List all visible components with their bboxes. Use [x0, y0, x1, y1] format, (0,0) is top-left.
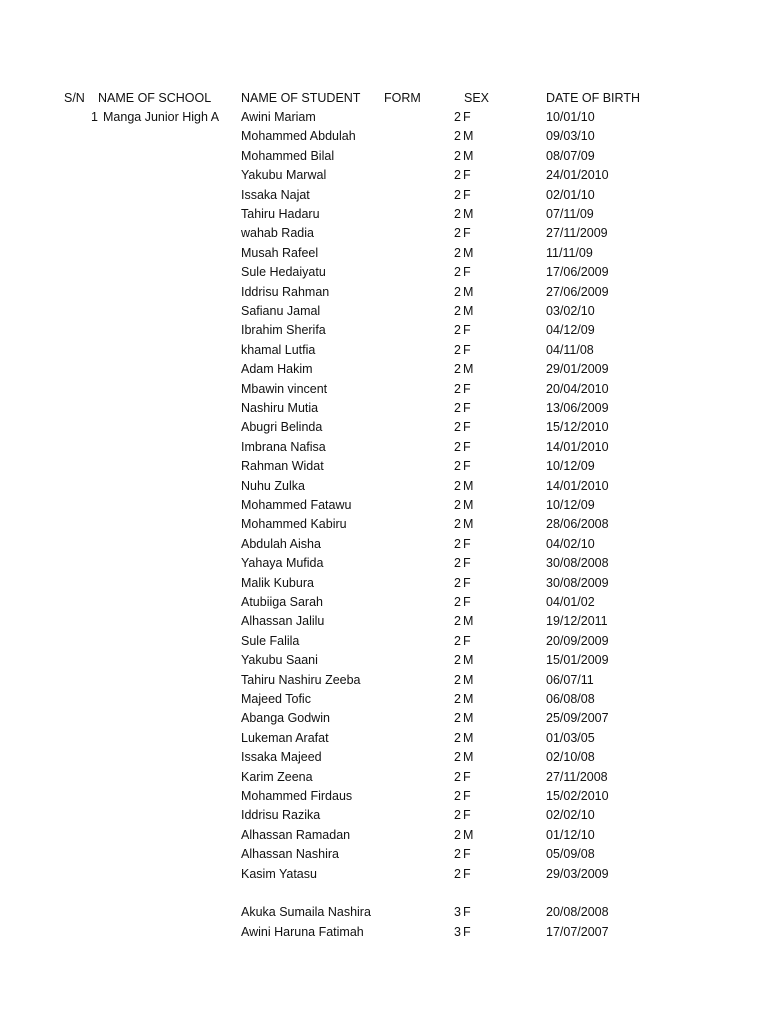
student-row — [0, 903, 768, 922]
form-cell: 2 — [454, 284, 461, 299]
form-cell: 2 — [454, 207, 461, 221]
header-sex: SEX — [464, 91, 490, 105]
school-cell: Manga Junior High A — [103, 110, 220, 124]
dob-cell: 13/06/2009 — [546, 401, 609, 415]
dob-cell: 03/02/10 — [546, 304, 595, 318]
sex-cell: F — [463, 439, 471, 454]
sex-cell: F — [463, 866, 471, 881]
sex-cell: M — [463, 129, 474, 144]
form-cell: 2 — [454, 362, 461, 377]
student-name-cell: Kasim Yatasu — [241, 866, 317, 881]
sex-cell: M — [463, 614, 474, 629]
student-name-cell: Tahiru Nashiru Zeeba — [241, 672, 361, 687]
dob-cell: 20/09/2009 — [546, 633, 609, 648]
form-cell: 2 — [454, 401, 461, 415]
dob-cell: 05/09/08 — [546, 847, 595, 862]
student-row — [0, 283, 768, 302]
student-name-cell: Iddrisu Razika — [241, 808, 321, 823]
dob-cell: 28/06/2008 — [546, 517, 609, 532]
student-name-cell: wahab Radia — [241, 226, 314, 241]
sex-cell: F — [463, 420, 471, 435]
student-row — [0, 418, 768, 437]
form-cell: 2 — [454, 245, 461, 260]
student-row — [0, 399, 768, 418]
student-row — [0, 321, 768, 340]
dob-cell: 01/12/10 — [546, 827, 595, 842]
dob-cell: 10/12/09 — [546, 459, 595, 474]
sex-cell: M — [463, 478, 474, 493]
student-row — [0, 709, 768, 728]
form-cell: 2 — [454, 556, 461, 571]
student-row — [0, 768, 768, 787]
student-name-cell: Issaka Majeed — [241, 750, 322, 765]
student-row — [0, 632, 768, 651]
sex-cell: F — [463, 168, 471, 183]
sex-cell: F — [463, 575, 471, 590]
sex-cell: F — [463, 924, 471, 939]
form-cell: 2 — [454, 633, 461, 648]
sex-cell: M — [463, 692, 474, 706]
student-name-cell: Iddrisu Rahman — [241, 284, 330, 299]
sex-cell: M — [463, 517, 474, 532]
student-row — [0, 147, 768, 166]
student-name-cell: Malik Kubura — [241, 575, 314, 590]
student-row — [0, 438, 768, 457]
header-form: FORM — [384, 91, 421, 105]
sex-cell: M — [463, 827, 474, 842]
form-cell: 2 — [454, 342, 461, 357]
dob-cell: 04/11/08 — [546, 342, 594, 357]
sex-cell: F — [463, 226, 471, 241]
student-row — [0, 593, 768, 612]
student-name-cell: Atubiiga Sarah — [241, 595, 324, 609]
student-row — [0, 244, 768, 263]
student-row — [0, 205, 768, 224]
form-cell: 2 — [454, 187, 461, 202]
form-cell: 2 — [454, 730, 461, 745]
form-cell: 2 — [454, 129, 461, 144]
sex-cell: F — [463, 556, 471, 571]
sex-cell: M — [463, 498, 474, 512]
form-cell: 2 — [454, 323, 461, 338]
sex-cell: F — [463, 342, 471, 357]
student-name-cell: Majeed Tofic — [241, 692, 311, 706]
student-row — [0, 302, 768, 321]
dob-cell: 27/11/2009 — [546, 226, 608, 241]
dob-cell: 17/06/2009 — [546, 265, 609, 280]
form-cell: 2 — [454, 478, 461, 493]
sex-cell: M — [463, 672, 474, 687]
form-cell: 2 — [454, 711, 461, 726]
sex-cell: F — [463, 769, 471, 784]
student-row — [0, 690, 768, 709]
form-cell: 2 — [454, 536, 461, 551]
dob-cell: 17/07/2007 — [546, 924, 609, 939]
student-name-cell: Mohammed Fatawu — [241, 498, 352, 512]
student-row — [0, 612, 768, 631]
student-name-cell: Nashiru Mutia — [241, 401, 319, 415]
student-name-cell: Mohammed Firdaus — [241, 789, 353, 803]
student-name-cell: Nuhu Zulka — [241, 478, 305, 493]
sex-cell: M — [463, 207, 474, 221]
sex-cell: F — [463, 401, 471, 415]
student-row — [0, 515, 768, 534]
header-dob: DATE OF BIRTH — [546, 91, 640, 105]
dob-cell: 29/01/2009 — [546, 362, 609, 377]
student-name-cell: khamal Lutfia — [241, 342, 316, 357]
student-row — [0, 127, 768, 146]
student-row — [0, 457, 768, 476]
student-row — [0, 865, 768, 884]
student-row — [0, 729, 768, 748]
sex-cell: M — [463, 653, 474, 668]
student-row — [0, 108, 768, 127]
dob-cell: 02/02/10 — [546, 808, 595, 823]
student-name-cell: Alhassan Nashira — [241, 847, 339, 862]
sex-cell: M — [463, 245, 474, 260]
dob-cell: 04/01/02 — [546, 595, 595, 609]
form-cell: 3 — [454, 924, 461, 939]
student-name-cell: Lukeman Arafat — [241, 730, 329, 745]
student-name-cell: Akuka Sumaila Nashira — [241, 905, 371, 920]
dob-cell: 01/03/05 — [546, 730, 595, 745]
student-row — [0, 535, 768, 554]
student-row — [0, 787, 768, 806]
student-name-cell: Sule Falila — [241, 633, 300, 648]
form-cell: 2 — [454, 866, 461, 881]
form-cell: 2 — [454, 265, 461, 280]
dob-cell: 04/12/09 — [546, 323, 595, 338]
form-cell: 2 — [454, 304, 461, 318]
sex-cell: F — [463, 323, 471, 338]
student-row — [0, 845, 768, 864]
dob-cell: 14/01/2010 — [546, 478, 609, 493]
student-name-cell: Yakubu Marwal — [241, 168, 327, 183]
form-cell: 2 — [454, 498, 461, 512]
student-row — [0, 341, 768, 360]
student-name-cell: Alhassan Jalilu — [241, 614, 325, 629]
form-cell: 2 — [454, 789, 461, 803]
dob-cell: 27/06/2009 — [546, 284, 609, 299]
student-name-cell: Karim Zeena — [241, 769, 313, 784]
sex-cell: F — [463, 905, 471, 920]
student-name-cell: Issaka Najat — [241, 187, 310, 202]
student-row — [0, 748, 768, 767]
student-name-cell: Imbrana Nafisa — [241, 439, 326, 454]
student-name-cell: Mohammed Abdulah — [241, 129, 356, 144]
dob-cell: 20/08/2008 — [546, 905, 609, 920]
sex-cell: F — [463, 459, 471, 474]
dob-cell: 11/11/09 — [546, 245, 593, 260]
form-cell: 2 — [454, 672, 461, 687]
dob-cell: 04/02/10 — [546, 536, 595, 551]
dob-cell: 02/10/08 — [546, 750, 595, 765]
student-row — [0, 651, 768, 670]
header-student: NAME OF STUDENT — [241, 91, 361, 105]
header-row — [0, 89, 768, 108]
student-row — [0, 166, 768, 185]
dob-cell: 15/01/2009 — [546, 653, 609, 668]
student-name-cell: Sule Hedaiyatu — [241, 265, 326, 280]
student-row — [0, 360, 768, 379]
dob-cell: 27/11/2008 — [546, 769, 608, 784]
sex-cell: F — [463, 595, 471, 609]
student-name-cell: Musah Rafeel — [241, 245, 319, 260]
sex-cell: M — [463, 730, 474, 745]
student-name-cell: Ibrahim Sherifa — [241, 323, 326, 338]
dob-cell: 29/03/2009 — [546, 866, 609, 881]
dob-cell: 15/02/2010 — [546, 789, 609, 803]
student-name-cell: Mbawin vincent — [241, 381, 328, 396]
form-cell: 2 — [454, 148, 461, 163]
student-row — [0, 224, 768, 243]
sex-cell: F — [463, 789, 471, 803]
sex-cell: F — [463, 110, 471, 124]
student-row — [0, 671, 768, 690]
dob-cell: 19/12/2011 — [546, 614, 608, 629]
sex-cell: M — [463, 148, 474, 163]
dob-cell: 30/08/2008 — [546, 556, 609, 571]
form-cell: 2 — [454, 750, 461, 765]
student-row — [0, 496, 768, 515]
dob-cell: 06/07/11 — [546, 672, 594, 687]
header-school: NAME OF SCHOOL — [98, 91, 212, 105]
student-name-cell: Rahman Widat — [241, 459, 324, 474]
sex-cell: F — [463, 381, 471, 396]
dob-cell: 24/01/2010 — [546, 168, 609, 183]
form-cell: 2 — [454, 769, 461, 784]
form-cell: 2 — [454, 653, 461, 668]
student-name-cell: Yahaya Mufida — [241, 556, 324, 571]
sex-cell: M — [463, 711, 474, 726]
student-name-cell: Mohammed Bilal — [241, 148, 335, 163]
dob-cell: 08/07/09 — [546, 148, 595, 163]
form-cell: 3 — [454, 905, 461, 920]
sex-cell: F — [463, 265, 471, 280]
dob-cell: 20/04/2010 — [546, 381, 609, 396]
form-cell: 2 — [454, 517, 461, 532]
dob-cell: 10/01/10 — [546, 110, 595, 124]
form-cell: 2 — [454, 381, 461, 396]
student-row — [0, 263, 768, 282]
form-cell: 2 — [454, 595, 461, 609]
student-name-cell: Alhassan Ramadan — [241, 827, 351, 842]
student-name-cell: Awini Mariam — [241, 110, 316, 124]
form-cell: 2 — [454, 420, 461, 435]
dob-cell: 14/01/2010 — [546, 439, 609, 454]
form-cell: 2 — [454, 808, 461, 823]
sex-cell: F — [463, 536, 471, 551]
sex-cell: M — [463, 362, 474, 377]
student-row — [0, 380, 768, 399]
student-name-cell: Safianu Jamal — [241, 304, 321, 318]
student-name-cell: Awini Haruna Fatimah — [241, 924, 364, 939]
form-cell: 2 — [454, 692, 461, 706]
dob-cell: 25/09/2007 — [546, 711, 609, 726]
form-cell: 2 — [454, 168, 461, 183]
sex-cell: F — [463, 847, 471, 862]
dob-cell: 07/11/09 — [546, 207, 594, 221]
sex-cell: M — [463, 304, 474, 318]
form-cell: 2 — [454, 439, 461, 454]
sex-cell: F — [463, 187, 471, 202]
form-cell: 2 — [454, 459, 461, 474]
student-row — [0, 477, 768, 496]
form-cell: 2 — [454, 847, 461, 862]
student-name-cell: Yakubu Saani — [241, 653, 318, 668]
student-row — [0, 826, 768, 845]
sex-cell: M — [463, 750, 474, 765]
student-row — [0, 574, 768, 593]
header-sn: S/N — [64, 91, 85, 105]
form-cell: 2 — [454, 614, 461, 629]
student-name-cell: Adam Hakim — [241, 362, 313, 377]
sex-cell: F — [463, 633, 471, 648]
student-row — [0, 923, 768, 942]
student-name-cell: Mohammed Kabiru — [241, 517, 347, 532]
student-row — [0, 186, 768, 205]
student-name-cell: Abugri Belinda — [241, 420, 323, 435]
form-cell: 2 — [454, 827, 461, 842]
student-row — [0, 554, 768, 573]
student-name-cell: Abanga Godwin — [241, 711, 330, 726]
form-cell: 2 — [454, 110, 461, 124]
dob-cell: 06/08/08 — [546, 692, 595, 706]
form-cell: 2 — [454, 226, 461, 241]
form-cell: 2 — [454, 575, 461, 590]
dob-cell: 02/01/10 — [546, 187, 595, 202]
student-row — [0, 806, 768, 825]
dob-cell: 10/12/09 — [546, 498, 595, 512]
sex-cell: M — [463, 284, 474, 299]
dob-cell: 30/08/2009 — [546, 575, 609, 590]
sex-cell: F — [463, 808, 471, 823]
dob-cell: 15/12/2010 — [546, 420, 609, 435]
sn-cell: 1 — [91, 110, 98, 124]
dob-cell: 09/03/10 — [546, 129, 595, 144]
student-name-cell: Abdulah Aisha — [241, 536, 321, 551]
student-name-cell: Tahiru Hadaru — [241, 207, 320, 221]
